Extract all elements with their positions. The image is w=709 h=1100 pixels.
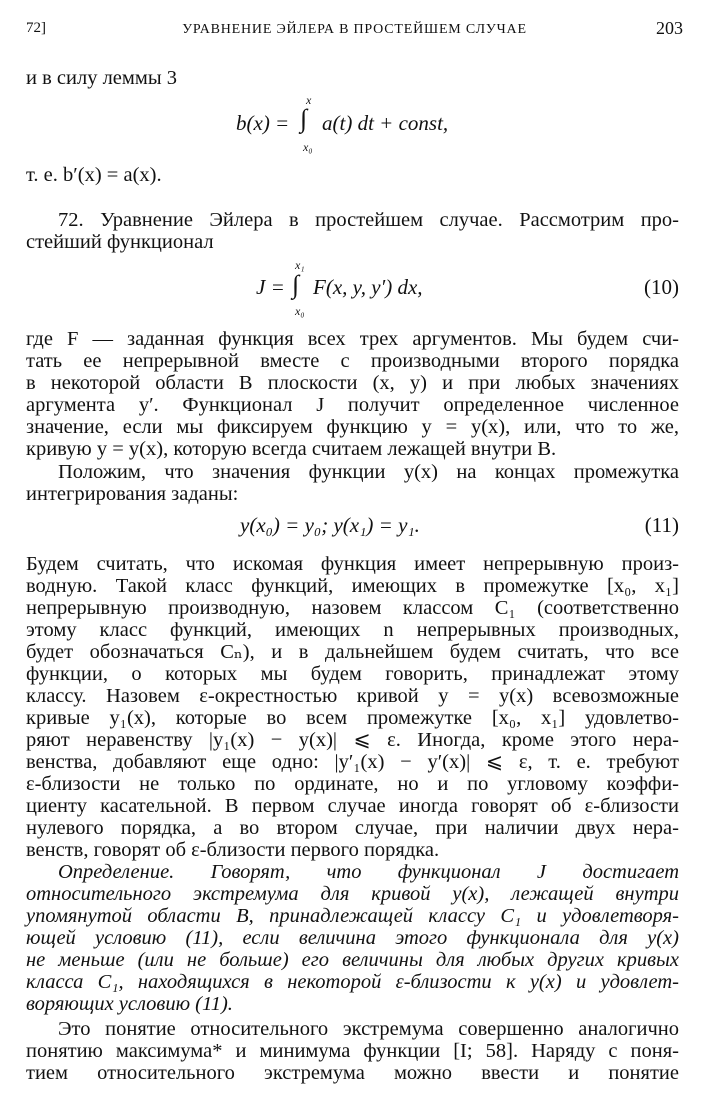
- text-line: тием относительного экстремума можно ввести и понятие: [26, 1062, 679, 1084]
- text-line: циенту касательной. В первом случае иногда говорят об ε-близости: [26, 795, 679, 817]
- equation-number: (11): [644, 513, 679, 537]
- text-line: функции, о которых мы будем говорить, принадлежат этому: [26, 663, 679, 685]
- definition-line: относительного экстремума для кривой y(x), лежащей внутри: [26, 883, 679, 905]
- text-line: водную. Такой класс функций, имеющих в промежутке [x₀, x₁]: [26, 575, 679, 597]
- running-header: [26, 18, 683, 44]
- text-line: кривую y = y(x), которую всегда считаем лежащей внутри B.: [26, 438, 557, 460]
- text-line: понятию максимума* и минимума функции [I; 58]. Наряду с поня-: [26, 1040, 679, 1062]
- text-line: и в силу леммы 3: [26, 67, 177, 89]
- running-title: УРАВНЕНИЕ ЭЙЛЕРА В ПРОСТЕЙШЕМ СЛУЧАЕ: [182, 22, 527, 37]
- text-line: тать ее непрерывной вместе с производными второго порядка: [26, 350, 679, 372]
- text-line: Положим, что значения функции y(x) на концах промежутка: [58, 461, 679, 483]
- text-line: венств, говорят об ε-близости первого порядка.: [26, 839, 440, 861]
- equation-number: (10): [644, 275, 679, 299]
- text-line: стейший функционал: [26, 231, 214, 253]
- definition-line: Определение. Говорят, что функционал J достигает: [58, 861, 679, 883]
- page-number: 203: [656, 18, 683, 38]
- text-line: где F — заданная функция всех трех аргументов. Мы будем счи-: [26, 328, 679, 350]
- text-line: ε-близости не только по ординате, но и по угловому коэффи-: [26, 773, 679, 795]
- text-line: аргумента y′. Функционал J получит определенное численное: [26, 394, 679, 416]
- integral-sign: ∫: [300, 104, 308, 133]
- section-ref: 72]: [26, 20, 46, 36]
- text-line: этому класс функций, имеющих n непрерывных производных,: [26, 619, 679, 641]
- text-line: значение, если мы фиксируем функцию y = y(x), или, что то же,: [26, 416, 679, 438]
- text-line: непрерывную производную, назовем классом C₁ (соответственно: [26, 597, 679, 619]
- text-line: в некоторой области B плоскости (x, y) и при любых значениях: [26, 372, 679, 394]
- text-line: нулевого порядка, а во втором случае, при наличии двух нера-: [26, 817, 679, 839]
- definition-line: упомянутой области B, принадлежащей классу C₁ и удовлетворя-: [26, 905, 679, 927]
- text-line: интегрирования заданы:: [26, 483, 239, 505]
- text-line: будет обозначаться Cₙ), и в дальнейшем будем считать, что все: [26, 641, 679, 663]
- definition-line: класса C₁, находящихся в некоторой ε-близости к y(x) и удовлет-: [26, 971, 679, 993]
- book-page: 72] УРАВНЕНИЕ ЭЙЛЕРА В ПРОСТЕЙШЕМ СЛУЧАЕ 203 и в силу леммы 3 x ∫ x₀ b(x) = a(t) dt + const, т. е. b′(x) = a(x). 72. Уравнение Эйлера в простейшем случае. Рассмотрим про- стейший функционал x₁ ∫ x₀ J = F(x, y, y′) dx, (10) где F — заданная функция всех трех аргументов. Мы будем счи- тать ее непрерывной вместе с производными второго порядка в некоторой области B плоскости (x, y) и при любых значениях аргумента y′. Функционал J получит определенное численное значение, если мы фиксируем функцию y = y(x), или, что то же, кривую y = y(x), которую всегда считаем лежащей внутри B. Положим, что значения функции y(x) на концах промежутка интегрирования заданы: y(x₀) = y₀; y(x₁) = y₁. (11) Будем считать, что искомая функция имеет непрерывную произ- водную. Такой класс функций, имеющих в промежутке [x₀, x₁] непрерывную производную, назовем классом C₁ (соответственно этому класс функций, имеющих n непрерывных производных, будет обозначаться Cₙ), и в дальнейшем будем считать, что все функции, о которых мы будем говорить, принадлежат этому классу. Назовем ε-окрестностью кривой y = y(x) всевозможные кривые y₁(x), которые во всем промежутке [x₀, x₁] удовлетво- ряют неравенству |y₁(x) − y(x)| ⩽ ε. Иногда, кроме этого нера- венства, добавляют еще одно: |y′₁(x) − y′(x)| ⩽ ε, т. е. требуют ε-близости не только по ординате, но и по угловому коэффи- циенту касательной. В первом случае иногда говорят об ε-близости нулевого порядка, а во втором случае, при наличии двух нера- венств, говорят об ε-близости первого порядка. Определение. Говорят, что функционал J достигает относительного экстремума для кривой y(x), лежащей внутри упомянутой области B, принадлежащей классу C₁ и удовлетворя- ющей условию (11), если величина этого функционала для y(x) не меньше (или не больше) его величины для любых других кривых класса C₁, находящихся в некоторой ε-близости к y(x) и удовлет- воряющих условию (11). Это понятие относительного экстремума совершенно аналогично понятию максимума* и минимума функции [I; 58]. Наряду с поня- тием относительного экстремума можно ввести и понятие: [26, 18, 683, 1084]
- section-heading-line: 72. Уравнение Эйлера в простейшем случае. Рассмотрим про-: [58, 209, 679, 231]
- text-line: ряют неравенству |y₁(x) − y(x)| ⩽ ε. Иногда, кроме этого нера-: [26, 729, 679, 751]
- text-line: кривые y₁(x), которые во всем промежутке [x₀, x₁] удовлетво-: [26, 707, 679, 729]
- integral-sign: ∫: [292, 270, 300, 299]
- text-line: Будем считать, что искомая функция имеет непрерывную произ-: [26, 553, 679, 575]
- definition-line: воряющих условию (11).: [26, 993, 233, 1015]
- text-line: венства, добавляют еще одно: |y′₁(x) − y′(x)| ⩽ ε, т. е. требуют: [26, 751, 679, 773]
- text-line: Это понятие относительного экстремума совершенно аналогично: [58, 1018, 679, 1040]
- text-line: т. е. b′(x) = a(x).: [26, 164, 162, 186]
- text-line: классу. Назовем ε-окрестностью кривой y = y(x) всевозможные: [26, 685, 679, 707]
- definition-line: ющей условию (11), если величина этого функционала для y(x): [26, 927, 679, 949]
- definition-line: не меньше (или не больше) его величины для любых других кривых: [26, 949, 679, 971]
